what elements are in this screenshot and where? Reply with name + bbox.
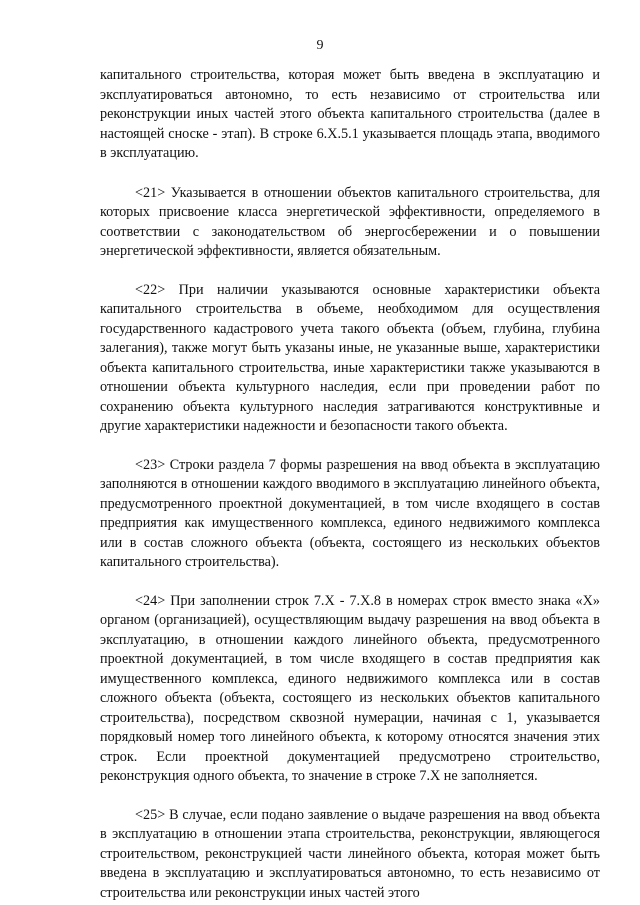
- document-body: [100, 66, 600, 903]
- paragraph-continuation: капитального строительства, которая может быть введена в эксплуатацию и эксплуатироваться автономно, то есть независимо от строительства или реконструкции иных частей этого объекта капитального строительства (далее в настоящей сноске - этап). В строке 6.X.5.1 указывается площадь этапа, вводимого в эксплуатацию.: [100, 67, 600, 161]
- footnote-23: <23> Строки раздела 7 формы разрешения на ввод объекта в эксплуатацию заполняются в отношении каждого вводимого в эксплуатацию линейного объекта, предусмотренного проектной документацией, в том числе входящего в состав предприятия как имущественного комплекса, единого недвижимого комплекса или в состав сложного объекта (объекта, состоящего из нескольких объектов капитального строительства).: [100, 456, 600, 570]
- footnote-24: <24> При заполнении строк 7.X - 7.X.8 в номерах строк вместо знака «X» органом (организацией), осуществляющим выдачу разрешения на ввод объекта в эксплуатацию, в отношении каждого линейного объекта, предусмотренного проектной документацией, в том числе входящего в состав предприятия как имущественного комплекса, единого недвижимого комплекса или в состав сложного объекта (объекта, состоящего из нескольких объектов капитального строительства), посредством сквозной нумерации, начиная с 1, указывается порядковый номер того линейного объекта, к которому относятся значения этих строк. Если проектной документацией предусмотрено строительство, реконструкция одного объекта, то значение в строке 7.X не заполняется.: [100, 592, 600, 784]
- page-number: 9: [316, 38, 324, 53]
- footnote-25: <25> В случае, если подано заявление о выдаче разрешения на ввод объекта в эксплуатацию в отношении этапа строительства, реконструкции, являющегося строительством, реконструкцией части линейного объекта, которая может быть введена в эксплуатацию и эксплуатироваться автономно, то есть независимо от строительства или реконструкции иных частей этого: [100, 806, 600, 901]
- footnote-21: <21> Указывается в отношении объектов капитального строительства, для которых присвоение класса энергетической эффективности, определяемого в соответствии с законодательством об энергосбережении и о повышении энергетической эффективности, является обязательным.: [100, 184, 600, 259]
- footnote-22: <22> При наличии указываются основные характеристики объекта капитального строительства в объеме, необходимом для осуществления государственного кадастрового учета такого объекта (объем, глубина, глубина залегания), также могут быть указаны иные, не указанные выше, характеристики объекта капитального строительства, иные характеристики также указываются в отношении объекта культурного наследия, если при проведении работ по сохранению объекта культурного наследия затрагиваются конструктивные и другие характеристики надежности и безопасности такого объекта.: [100, 281, 600, 434]
